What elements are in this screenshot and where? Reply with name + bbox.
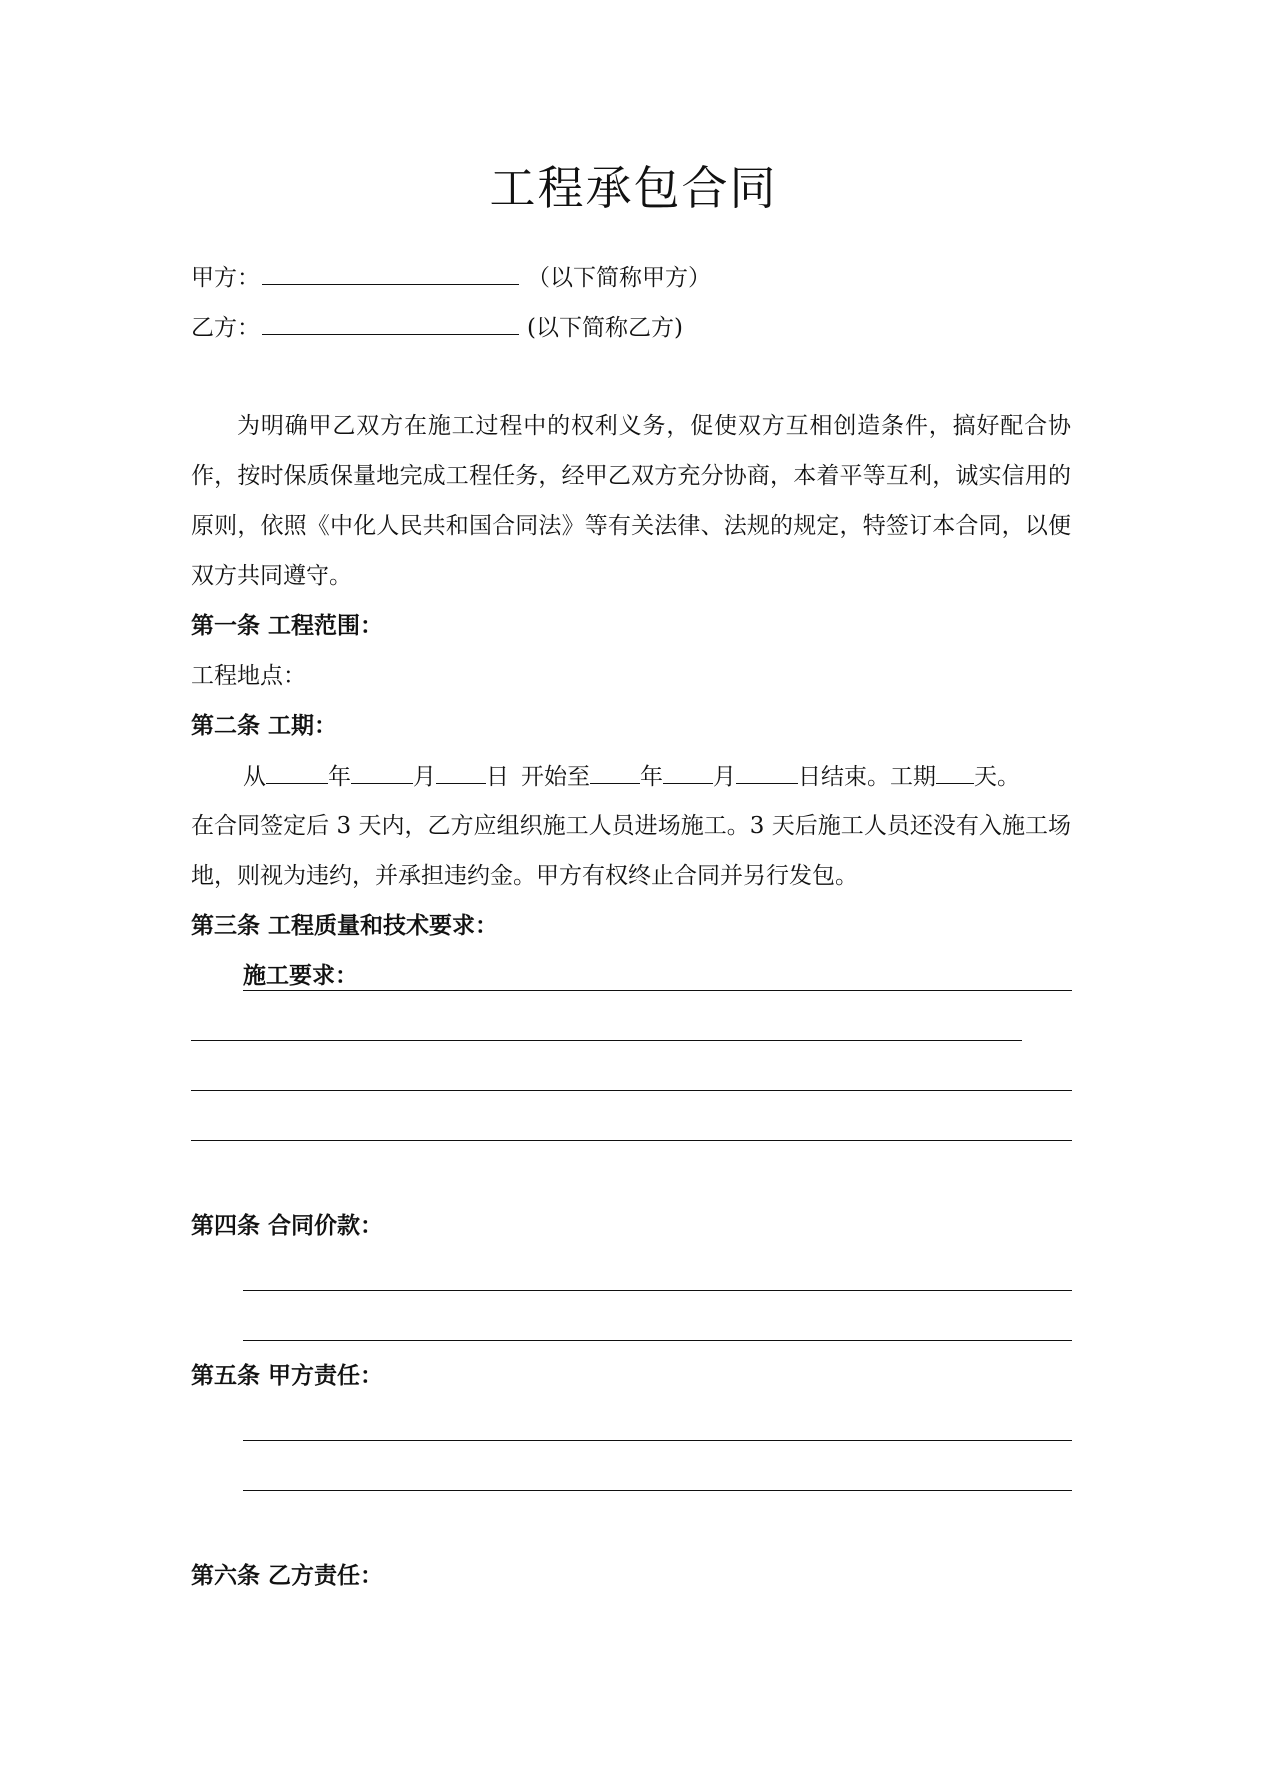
party-b-label: 乙方： bbox=[191, 315, 260, 341]
start-to-label: 开始至 bbox=[521, 764, 590, 790]
intro-paragraph: 为明确甲乙双方在施工过程中的权利义务，促使双方互相创造条件，搞好配合协作，按时保质保量地完成工程任务，经甲乙双方充分协商，本着平等互利，诚实信用的原则，依照《中化人民共和国合同法》等有关法律、法规的规定，特签订本合同，以便双方共同遵守。 bbox=[191, 413, 1071, 589]
article6-heading: 第六条 乙方责任： bbox=[191, 1563, 384, 1589]
start-year-blank[interactable] bbox=[266, 761, 328, 784]
party-a-line bbox=[191, 262, 711, 293]
party-a-duty-line-2[interactable] bbox=[243, 1490, 1072, 1491]
price-line-1[interactable] bbox=[243, 1290, 1072, 1291]
end-year-blank[interactable] bbox=[590, 761, 640, 784]
end-label: 日结束。工期 bbox=[798, 764, 936, 790]
year-label-2: 年 bbox=[640, 764, 663, 790]
day-label-1: 日 bbox=[486, 764, 509, 790]
start-day-blank[interactable] bbox=[436, 761, 486, 784]
requirement-line-3[interactable] bbox=[191, 1090, 1072, 1091]
price-line-2[interactable] bbox=[243, 1340, 1072, 1341]
party-b-suffix: (以下简称乙方) bbox=[527, 315, 683, 341]
requirement-label: 施工要求： bbox=[243, 963, 358, 989]
days-unit-label: 天。 bbox=[974, 764, 1020, 790]
end-day-blank[interactable] bbox=[736, 761, 798, 784]
article4-heading: 第四条 合同价款： bbox=[191, 1213, 384, 1239]
article2-heading: 第二条 工期： bbox=[191, 713, 338, 739]
party-b-line bbox=[191, 312, 683, 343]
article1-heading: 第一条 工程范围： bbox=[191, 613, 384, 639]
document-title: 工程承包合同 bbox=[489, 161, 778, 215]
month-label-2: 月 bbox=[713, 764, 736, 790]
article1-location-label: 工程地点： bbox=[191, 663, 306, 689]
party-a-duty-line-1[interactable] bbox=[243, 1440, 1072, 1441]
party-a-suffix: （以下简称甲方） bbox=[527, 265, 711, 291]
duration-blank[interactable] bbox=[936, 761, 974, 784]
end-month-blank[interactable] bbox=[663, 761, 713, 784]
requirement-line-2[interactable] bbox=[191, 1040, 1022, 1041]
article2-date-line bbox=[243, 761, 1020, 792]
party-a-label: 甲方： bbox=[191, 265, 260, 291]
start-month-blank[interactable] bbox=[351, 761, 413, 784]
article2-body: 在合同签定后 3 天内，乙方应组织施工人员进场施工。3 天后施工人员还没有入施工场地，则视为违约，并承担违约金。甲方有权终止合同并另行发包。 bbox=[191, 813, 1071, 889]
article5-heading: 第五条 甲方责任： bbox=[191, 1363, 384, 1389]
requirement-line-4[interactable] bbox=[191, 1140, 1072, 1141]
party-a-blank[interactable] bbox=[262, 262, 519, 285]
year-label-1: 年 bbox=[328, 764, 351, 790]
article3-heading: 第三条 工程质量和技术要求： bbox=[191, 913, 499, 939]
from-label: 从 bbox=[243, 764, 266, 790]
requirement-line-1[interactable] bbox=[243, 990, 1072, 991]
month-label-1: 月 bbox=[413, 764, 436, 790]
party-b-blank[interactable] bbox=[262, 312, 519, 335]
